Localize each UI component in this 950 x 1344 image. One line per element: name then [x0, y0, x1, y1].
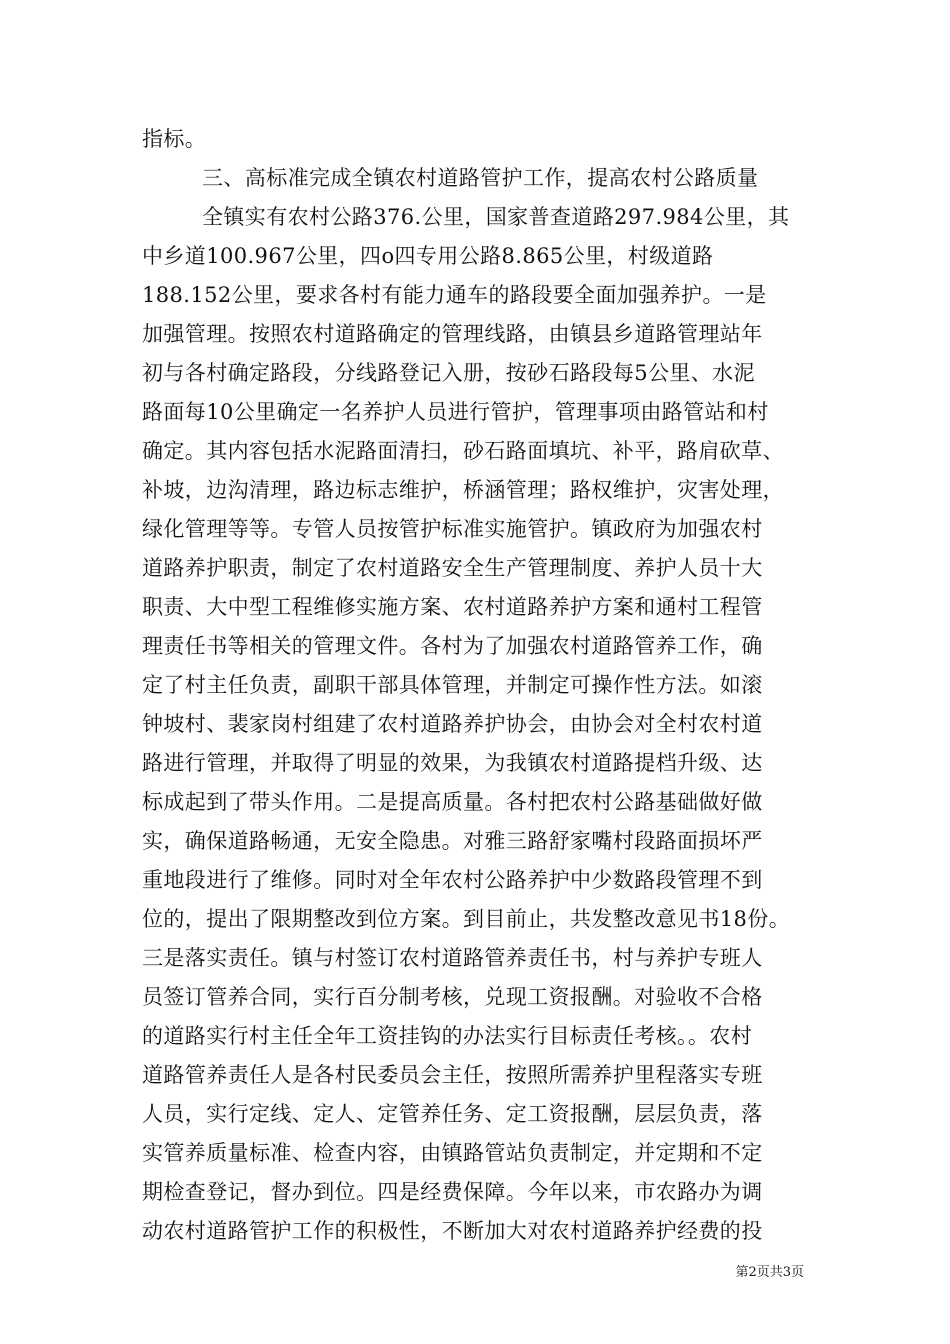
text-line: 补坡，边沟清理，路边标志维护，桥涵管理；路权维护，灾害处理， — [142, 478, 784, 502]
section-heading: 三、高标准完成全镇农村道路管护工作，提高农村公路质量 — [202, 166, 759, 190]
text-line: 钟坡村、裴家岗村组建了农村道路养护协会，由协会对全村农村道 — [142, 712, 763, 736]
text-line: 员签订管养合同，实行百分制考核，兑现工资报酬。对验收不合格 — [142, 985, 763, 1009]
text-line: 的道路实行村主任全年工资挂钩的办法实行目标责任考核。。农村 — [142, 1024, 753, 1048]
body-text — [142, 120, 810, 1251]
text-line: 位的，提出了限期整改到位方案。到目前止，共发整改意见书18份。 — [142, 907, 791, 931]
text-line: 职责、大中型工程维修实施方案、农村道路养护方案和通村工程管 — [142, 595, 763, 619]
text-line: 加强管理。按照农村道路确定的管理线路，由镇县乡道路管理站年 — [142, 322, 763, 346]
text-line: 路面每10公里确定一名养护人员进行管护，管理事项由路管站和村 — [142, 400, 769, 424]
text-line: 道路管养责任人是各村民委员会主任，按照所需养护里程落实专班 — [142, 1063, 763, 1087]
text-line: 三是落实责任。镇与村签订农村道路管养责任书，村与养护专班人 — [142, 946, 763, 970]
text-line: 重地段进行了维修。同时对全年农村公路养护中少数路段管理不到 — [142, 868, 763, 892]
text-line: 路进行管理，并取得了明显的效果，为我镇农村道路提档升级、达 — [142, 751, 763, 775]
text-line: 定了村主任负责，副职干部具体管理，并制定可操作性方法。如滚 — [142, 673, 763, 697]
text-line: 指标。 — [142, 127, 207, 151]
text-line: 初与各村确定路段，分线路登记入册，按砂石路段每5公里、水泥 — [142, 361, 755, 385]
text-line: 期检查登记，督办到位。四是经费保障。今年以来，市农路办为调 — [142, 1180, 763, 1204]
page-number: 第2页共3页 — [735, 1265, 804, 1280]
text-line: 人员，实行定线、定人、定管养任务、定工资报酬，层层负责，落 — [142, 1102, 763, 1126]
text-line: 188.152公里，要求各村有能力通车的路段要全面加强养护。一是 — [142, 283, 767, 307]
text-line: 确定。其内容包括水泥路面清扫，砂石路面填坑、补平，路肩砍草、 — [142, 439, 784, 463]
text-line: 动农村道路管护工作的积极性，不断加大对农村道路养护经费的投 — [142, 1219, 763, 1243]
text-line: 中乡道100.967公里，四o四专用公路8.865公里，村级道路 — [142, 244, 714, 268]
text-line: 全镇实有农村公路376.公里，国家普查道路297.984公里，其 — [202, 205, 790, 229]
text-line: 绿化管理等等。专管人员按管护标准实施管护。镇政府为加强农村 — [142, 517, 763, 541]
text-line: 理责任书等相关的管理文件。各村为了加强农村道路管养工作，确 — [142, 634, 763, 658]
text-line: 实，确保道路畅通，无安全隐患。对雅三路舒家嘴村段路面损坏严 — [142, 829, 763, 853]
text-line: 实管养质量标准、检查内容，由镇路管站负责制定，并定期和不定 — [142, 1141, 763, 1165]
text-line: 道路养护职责，制定了农村道路安全生产管理制度、养护人员十大 — [142, 556, 763, 580]
text-line: 标成起到了带头作用。二是提高质量。各村把农村公路基础做好做 — [142, 790, 763, 814]
